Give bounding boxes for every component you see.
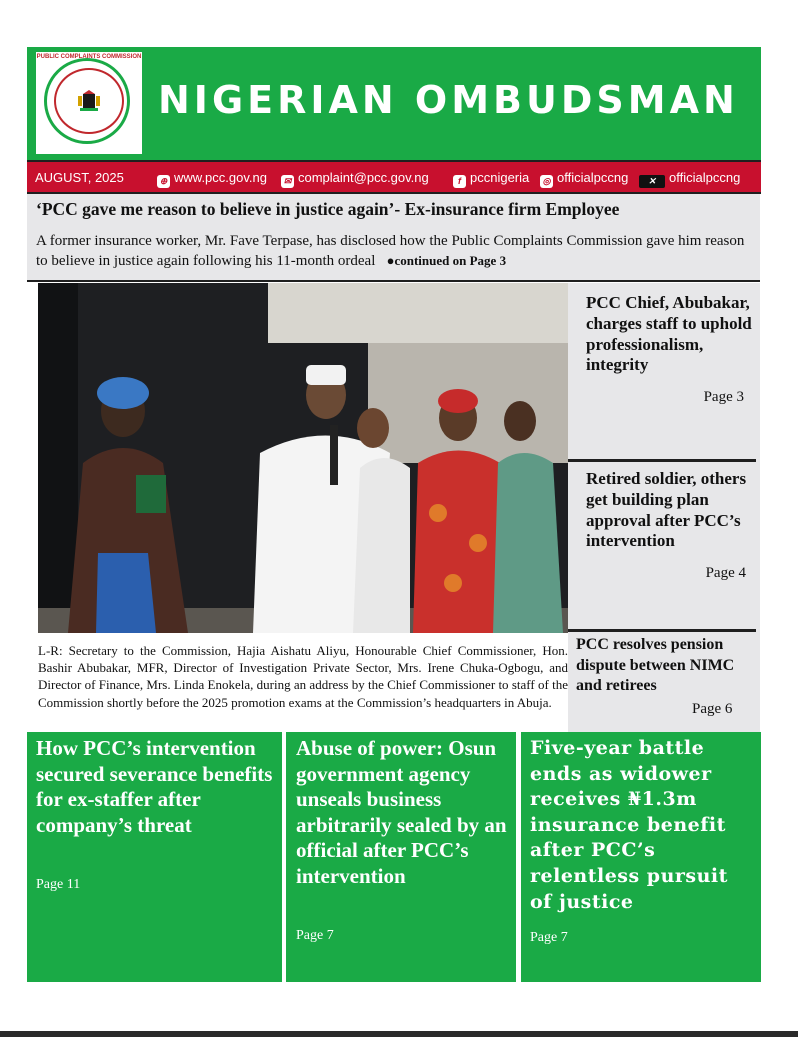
- lead-body-text: A former insurance worker, Mr. Fave Terpase, has disclosed how the Public Complaints Commission gave him reason to believe in justice again following his 11-month ordeal: [36, 233, 745, 269]
- bottom-story-page: Page 7: [296, 928, 334, 943]
- bottom-story-title: How PCC’s intervention secured severance benefits for ex-staffer after company’s threat: [36, 736, 273, 837]
- issue-date: AUGUST, 2025: [35, 170, 124, 185]
- bottom-story-page: Page 11: [36, 877, 81, 892]
- sidebar-divider: [568, 459, 756, 462]
- website-link[interactable]: ⊕ www.pcc.gov.ng: [157, 170, 267, 188]
- sidebar-story-title: PCC Chief, Abubakar, charges staff to uphold professionalism, integrity: [586, 293, 752, 375]
- logo-lettering: PUBLIC COMPLAINTS COMMISSION: [36, 54, 142, 60]
- sidebar-divider: [568, 629, 756, 632]
- pcc-logo: [36, 52, 142, 154]
- page-bottom-edge: [0, 1031, 798, 1037]
- info-bar: [27, 160, 761, 194]
- sidebar-story-2[interactable]: [586, 469, 756, 582]
- bottom-story-title: Five-year battle ends as widower receives ₦1.3m insurance benefit after PCC’s relentless pursuit of justice: [530, 737, 728, 913]
- coat-of-arms-icon: [74, 86, 104, 116]
- lead-photo: [38, 283, 568, 633]
- bottom-story-1[interactable]: [27, 732, 282, 982]
- bottom-story-3[interactable]: [521, 732, 761, 982]
- lead-headline[interactable]: ‘PCC gave me reason to believe in justice again’- Ex-insurance firm Employee: [36, 199, 620, 219]
- globe-icon: ⊕: [157, 175, 170, 188]
- newspaper-title: NIGERIAN OMBUDSMAN: [158, 78, 739, 122]
- photo-caption: L-R: Secretary to the Commission, Hajia Aishatu Aliyu, Honourable Chief Commissioner, Hon. Bashir Abubakar, MFR, Director of Investigation Private Sector, Mrs. Irene Chuka-Ogbogu, and Director of Finance, Mrs. Linda Enokela, during an address by the Chief Commissioner to staff of the Commission shortly before the 2025 promotion exams at the Commission’s headquarters in Abuja.: [38, 643, 568, 710]
- logo-inner-ring: [54, 68, 124, 134]
- sidebar-story-page: Page 6: [692, 701, 733, 717]
- facebook-link[interactable]: f pccnigeria: [453, 170, 529, 188]
- email-link[interactable]: ✉ complaint@pcc.gov.ng: [281, 170, 429, 188]
- instagram-link[interactable]: ◎ officialpccng: [540, 170, 628, 188]
- sidebar-story-1[interactable]: [586, 293, 756, 406]
- facebook-icon: f: [453, 175, 466, 188]
- bottom-story-title: Abuse of power: Osun government agency unseals business arbitrarily sealed by an official after PCC’s intervention: [296, 736, 507, 888]
- section-divider: [27, 280, 760, 282]
- sidebar-story-title: Retired soldier, others get building plan approval after PCC’s intervention: [586, 469, 747, 551]
- sidebar: [568, 283, 760, 733]
- sidebar-story-page: Page 3: [703, 389, 744, 406]
- instagram-icon: ◎: [540, 175, 553, 188]
- staff-address-photo: [38, 283, 568, 633]
- lead-body: [36, 232, 756, 271]
- sidebar-story-title: PCC resolves pension dispute between NIMC and retirees: [576, 636, 735, 694]
- bottom-story-page: Page 7: [530, 930, 568, 945]
- bottom-story-2[interactable]: [286, 732, 516, 982]
- x-link[interactable]: ✕ officialpccng: [639, 170, 740, 188]
- x-icon: ✕: [639, 175, 665, 188]
- email-icon: ✉: [281, 175, 294, 188]
- sidebar-story-page: Page 4: [705, 565, 746, 582]
- sidebar-story-3[interactable]: [576, 635, 756, 717]
- continued-link[interactable]: ●continued on Page 3: [386, 253, 507, 268]
